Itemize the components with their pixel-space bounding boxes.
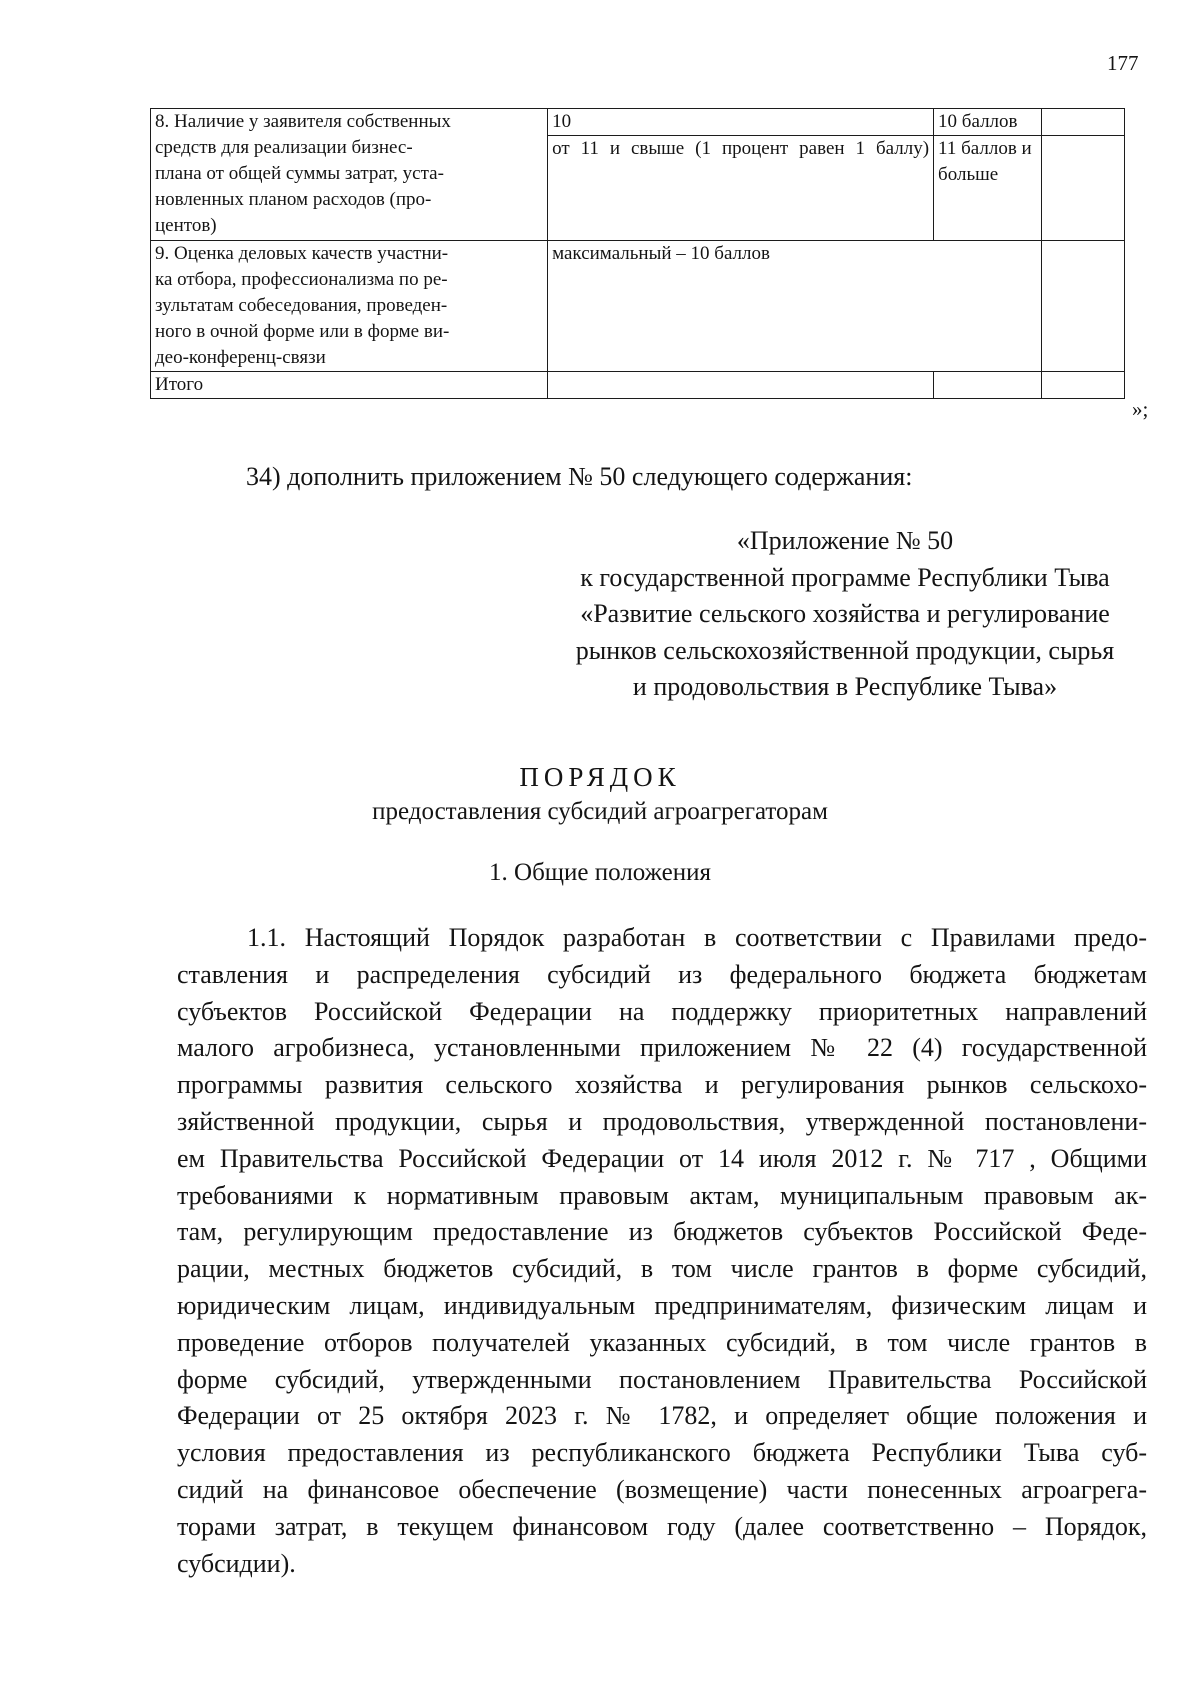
paragraph-line: малого агробизнеса, установленными приложением № 22 (4) государственной	[177, 1033, 1147, 1063]
value-cell: от 11 и свыше (1 процент равен 1 баллу)	[548, 136, 934, 241]
criterion-line: новленных планом расходов (про-	[155, 189, 432, 210]
criterion-line: ного в очной форме или в форме ви-	[155, 321, 450, 342]
table-row	[151, 241, 1125, 372]
criterion-cell	[151, 109, 548, 241]
paragraph-line: условия предоставления из республиканского бюджета Республики Тыва суб-	[177, 1438, 1147, 1468]
paragraph-line: ем Правительства Российской Федерации от 14 июля 2012 г. № 717 , Общими	[177, 1143, 1147, 1173]
table-row	[151, 109, 1125, 136]
criteria-table	[150, 108, 1125, 399]
criterion-line: центов)	[155, 215, 217, 236]
paragraph-line: проведение отборов получателей указанных субсидий, в том числе грантов в	[177, 1327, 1147, 1357]
paragraph-line: 1.1. Настоящий Порядок разработан в соответствии с Правилами предо-	[247, 923, 1147, 952]
paragraph-line: субъектов Российской Федерации на поддержку приоритетных направлений	[177, 996, 1147, 1026]
criterion-line: део-конференц-связи	[155, 347, 326, 368]
paragraph-line: программы развития сельского хозяйства и регулирования рынков сельскохо-	[177, 1070, 1147, 1100]
paragraph-line: форме субсидий, утвержденными постановлением Правительства Российской	[177, 1364, 1147, 1394]
empty-cell	[934, 372, 1042, 399]
criterion-cell	[151, 241, 548, 372]
paragraph-line: требованиями к нормативным правовым актам, муниципальным правовым ак-	[177, 1180, 1147, 1210]
section-heading: 1. Общие положения	[489, 859, 711, 886]
appendix-header	[535, 523, 1155, 706]
appendix-line: к государственной программе Республики Тыва	[580, 562, 1110, 592]
value-cell: максимальный – 10 баллов	[548, 241, 1042, 372]
paragraph-line: рации, местных бюджетов субсидий, в том числе грантов в форме субсидий,	[177, 1254, 1147, 1284]
amendment-paragraph: 34) дополнить приложением № 50 следующего содержания:	[246, 462, 913, 491]
empty-cell	[548, 372, 934, 399]
empty-cell	[1041, 372, 1124, 399]
document-subtitle: предоставления субсидий агроагрегаторам	[372, 798, 828, 825]
value-cell: 10	[548, 109, 934, 136]
paragraph-line: Федерации от 25 октября 2023 г. № 1782, и определяет общие положения и	[177, 1401, 1147, 1431]
total-label-cell: Итого	[151, 372, 548, 399]
page-number: 177	[1107, 51, 1139, 75]
empty-cell	[1041, 241, 1124, 372]
document-title: ПОРЯДОК	[519, 762, 681, 792]
criterion-line: ка отбора, профессионализма по ре-	[155, 269, 448, 290]
paragraph-line: сидий на финансовое обеспечение (возмещение) части понесенных агроагрега-	[177, 1474, 1147, 1504]
paragraph-1-1	[177, 920, 1147, 1582]
criterion-line: плана от общей суммы затрат, уста-	[155, 163, 444, 184]
paragraph-line: зяйственной продукции, сырья и продовольствия, утвержденной постановлени-	[177, 1106, 1147, 1136]
criterion-line: средств для реализации бизнес-	[155, 137, 413, 158]
appendix-line: рынков сельскохозяйственной продукции, сырья	[575, 635, 1115, 665]
appendix-line: «Приложение № 50	[736, 526, 954, 555]
criterion-line: 8. Наличие у заявителя собственных	[155, 111, 451, 132]
appendix-line: «Развитие сельского хозяйства и регулирование	[580, 599, 1110, 628]
paragraph-line: ставления и распределения субсидий из федерального бюджета бюджетам	[177, 959, 1147, 989]
empty-cell	[1041, 109, 1124, 136]
paragraph-line: торами затрат, в текущем финансовом году (далее соответственно – Порядок,	[177, 1511, 1147, 1541]
criterion-line: зультатам собеседования, проведен-	[155, 295, 448, 316]
criterion-line: 9. Оценка деловых качеств участни-	[155, 243, 449, 264]
paragraph-line: юридическим лицам, индивидуальным предпринимателям, физическим лицам и	[177, 1290, 1147, 1320]
score-cell: 10 баллов	[934, 109, 1042, 136]
score-cell: 11 баллов и больше	[934, 136, 1042, 241]
table-closing-quote: »;	[1132, 397, 1149, 421]
empty-cell	[1041, 136, 1124, 241]
paragraph-line: там, регулирующим предоставление из бюджетов субъектов Российской Феде-	[177, 1217, 1147, 1247]
paragraph-line: субсидии).	[177, 1548, 296, 1578]
table-row	[151, 372, 1125, 399]
appendix-line: и продовольствия в Республике Тыва»	[632, 672, 1058, 701]
